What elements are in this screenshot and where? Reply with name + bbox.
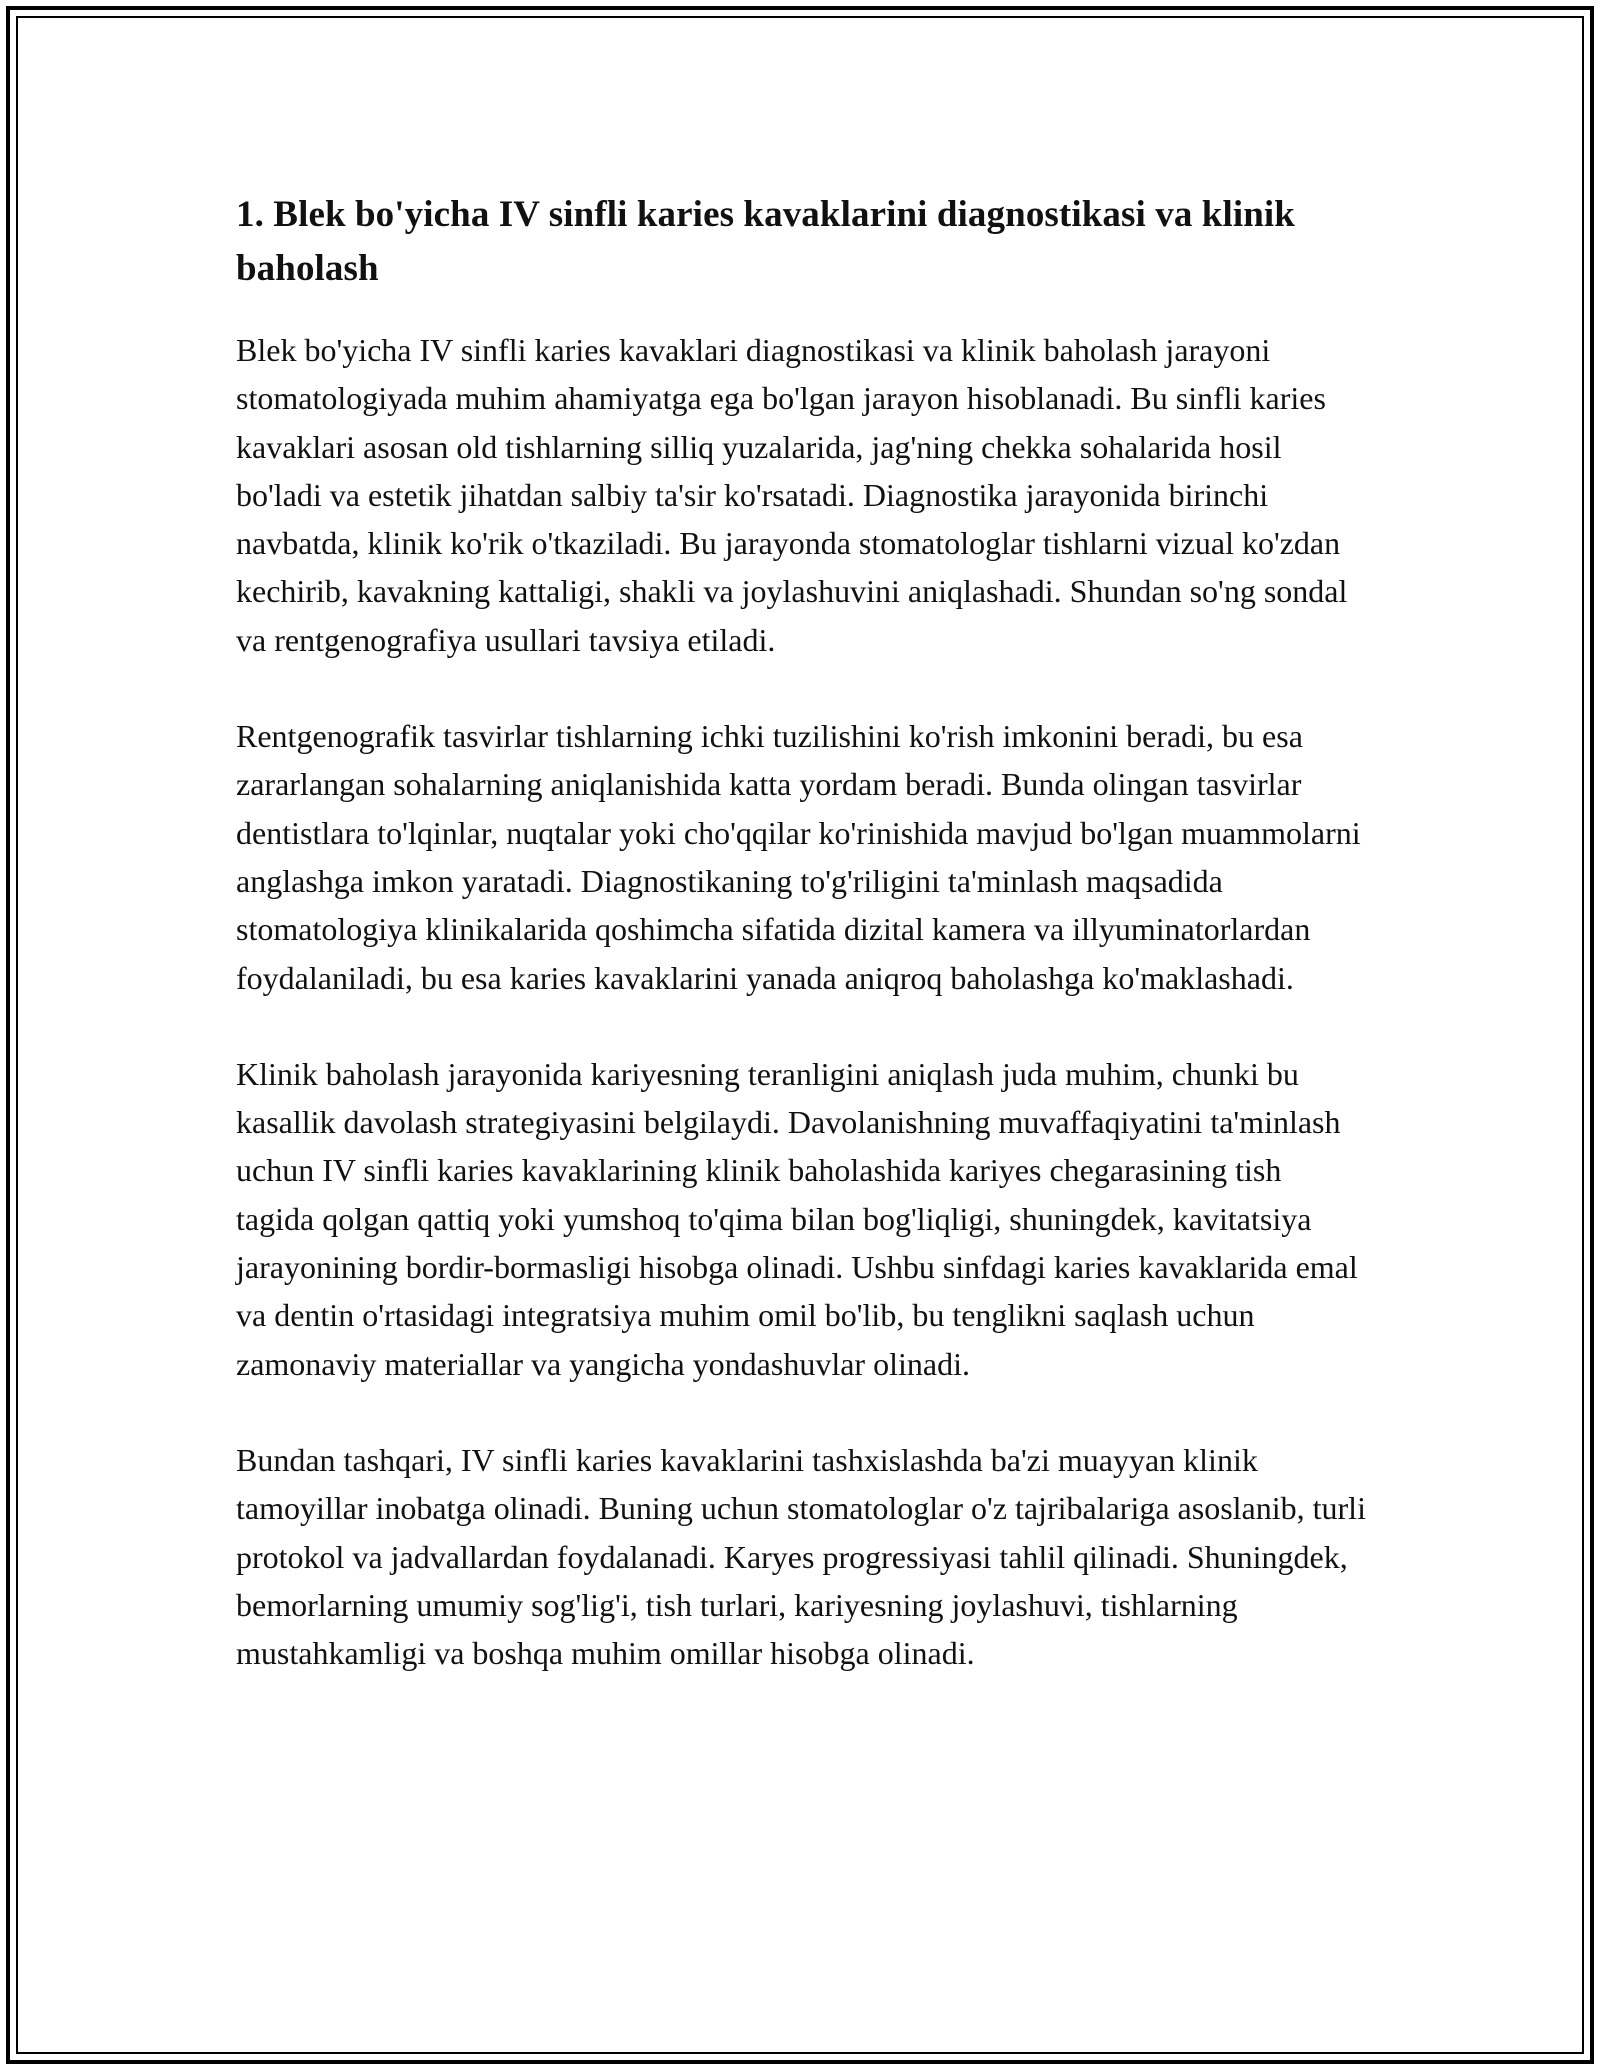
section-heading: 1. Blek bo'yicha IV sinfli karies kavaklarini diagnostikasi va klinik baholash [236,194,1295,289]
document-body [236,188,1366,1725]
paragraph-diagnosis-overview: Blek bo'yicha IV sinfli karies kavaklari diagnostikasi va klinik baholash jarayoni stomatologiyada muhim ahamiyatga ega bo'lgan jarayon hisoblanadi. Bu sinfli karies kavaklari asosan old tishlarning silliq yuzalarida, jag'ning chekka sohalarida hosil bo'ladi va estetik jihatdan salbiy ta'sir ko'rsatadi. Diagnostika jarayonida birinchi navbatda, klinik ko'rik o'tkaziladi. Bu jarayonda stomatologlar tishlarni vizual ko'zdan kechirib, kavakning kattaligi, shakli va joylashuvini aniqlashadi. Shundan so'ng sondal va rentgenografiya usullari tavsiya etiladi. [236,332,1348,658]
paragraph-clinical-assessment: Klinik baholash jarayonida kariyesning teranligini aniqlash juda muhim, chunki bu kasallik davolash strategiyasini belgilaydi. Davolanishning muvaffaqiyatini ta'minlash uchun IV sinfli karies kavaklarining klinik baholashida kariyes chegarasining tish tagida qolgan qattiq yoki yumshoq to'qima bilan bog'liqligi, shuningdek, kavitatsiya jarayonining bordir-bormasligi hisobga olinadi. Ushbu sinfdagi karies kavaklarida emal va dentin o'rtasidagi integratsiya muhim omil bo'lib, bu tenglikni saqlash uchun zamonaviy materiallar va yangicha yondashuvlar olinadi. [236,1055,1358,1382]
paragraph-radiography: Rentgenografik tasvirlar tishlarning ichki tuzilishini ko'rish imkonini beradi, bu esa zararlangan sohalarning aniqlanishida katta yordam beradi. Bunda olingan tasvirlar dentistlara to'lqinlar, nuqtalar yoki cho'qqilar ko'rinishida mavjud bo'lgan muammolarni anglashga imkon yaratadi. Diagnostikaning to'g'riligini ta'minlash maqsadida stomatologiya klinikalarida qoshimcha sifatida dizital kamera va illyuminatorlardan foydalaniladi, bu esa karies kavaklarini yanada aniqroq baholashga ko'maklashadi. [236,718,1361,996]
paragraph-clinical-principles: Bundan tashqari, IV sinfli karies kavaklarini tashxislashda ba'zi muayyan klinik tamoyillar inobatga olinadi. Buning uchun stomatologlar o'z tajribalariga asoslanib, turli protokol va jadvallardan foydalanadi. Karyes progressiyasi tahlil qilinadi. Shuningdek, bemorlarning umumiy sog'lig'i, tish turlari, kariyesning joylashuvi, tishlarning mustahkamligi va boshqa muhim omillar hisobga olinadi. [236,1441,1366,1672]
